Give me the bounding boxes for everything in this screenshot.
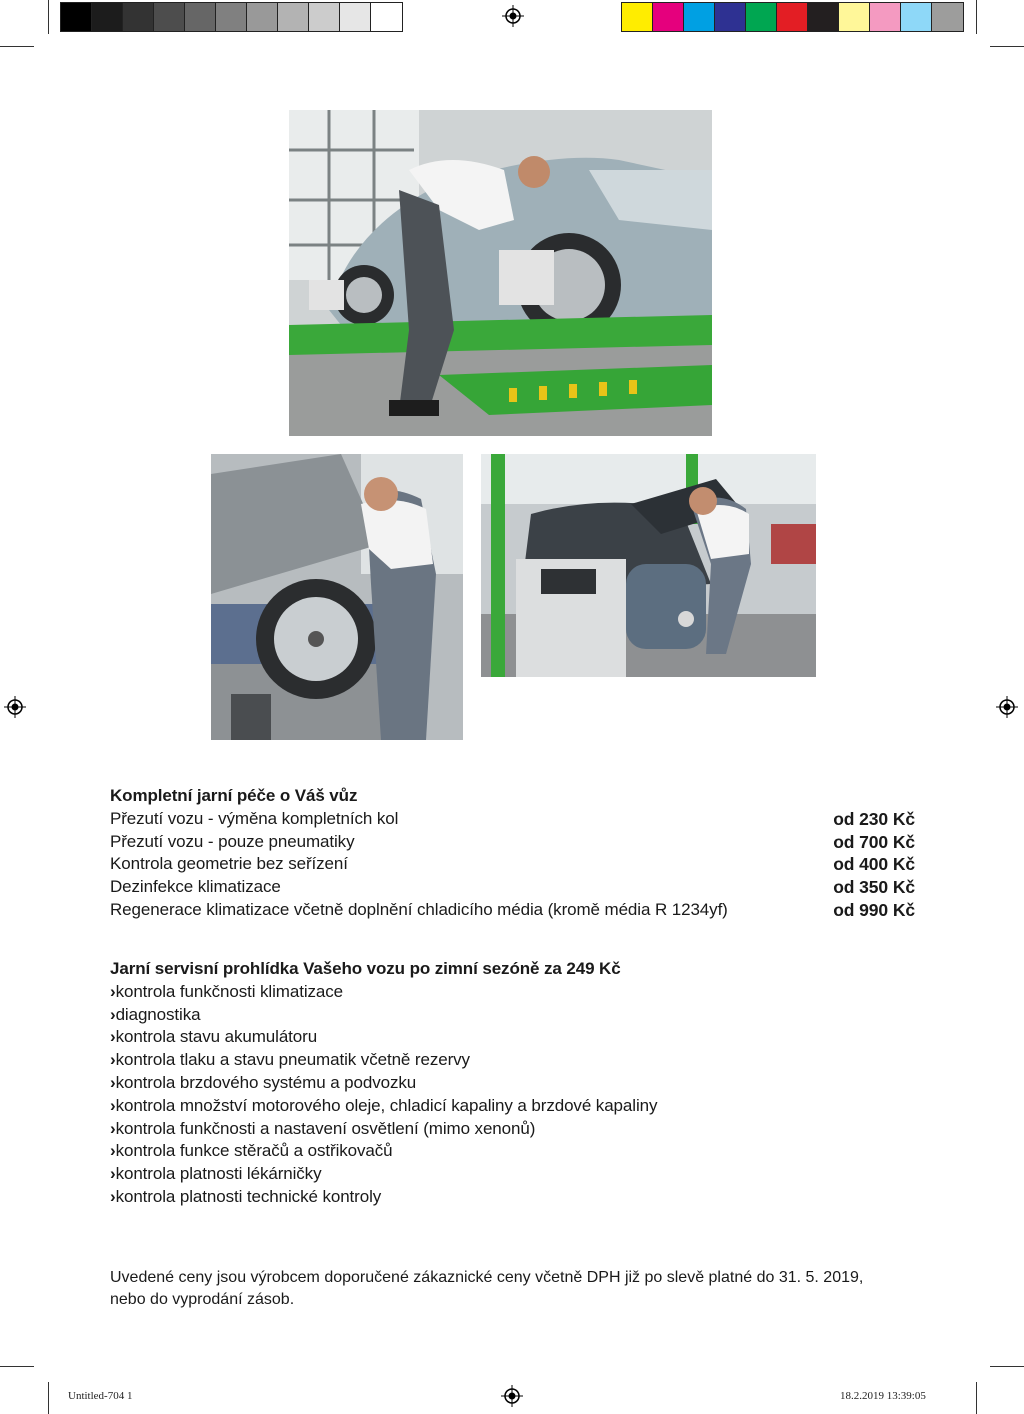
chevron-right-icon: › bbox=[110, 981, 116, 1001]
disclaimer-line: nebo do vyprodání zásob. bbox=[110, 1291, 295, 1308]
checklist-item bbox=[110, 981, 915, 1004]
color-swatch bbox=[870, 3, 901, 31]
color-swatch bbox=[309, 3, 340, 31]
color-swatch bbox=[901, 3, 932, 31]
disclaimer-line: Uvedené ceny jsou výrobcem doporučené zákaznické ceny včetně DPH již po slevě platné do 31. 5. 2019, bbox=[110, 1269, 864, 1286]
registration-mark-icon bbox=[501, 1385, 523, 1407]
color-swatch bbox=[216, 3, 247, 31]
tire-changer-photo bbox=[211, 454, 463, 740]
checklist-item bbox=[110, 1118, 915, 1141]
checklist-text: kontrola funkčnosti klimatizace bbox=[115, 981, 344, 1001]
grayscale-color-bar bbox=[60, 2, 403, 32]
color-swatch bbox=[622, 3, 653, 31]
checklist-text: kontrola brzdového systému a podvozku bbox=[115, 1072, 417, 1092]
checklist-item bbox=[110, 1072, 915, 1095]
service-price: od 230 Kč bbox=[833, 808, 915, 829]
crop-mark bbox=[0, 1366, 34, 1367]
color-swatch bbox=[185, 3, 216, 31]
color-swatch bbox=[839, 3, 870, 31]
service-label: Přezutí vozu - pouze pneumatiky bbox=[110, 831, 355, 851]
checklist-text: kontrola stavu akumulátoru bbox=[115, 1027, 318, 1047]
checklist-text: kontrola funkčnosti a nastavení osvětlení (mimo xenonů) bbox=[115, 1118, 536, 1138]
color-swatch bbox=[154, 3, 185, 31]
color-swatch bbox=[123, 3, 154, 31]
checklist-item bbox=[110, 1049, 915, 1072]
checklist-text: kontrola funkce stěračů a ostřikovačů bbox=[115, 1141, 393, 1161]
chevron-right-icon: › bbox=[110, 1141, 116, 1161]
checklist-item bbox=[110, 1026, 915, 1049]
color-swatch bbox=[746, 3, 777, 31]
crop-mark bbox=[0, 46, 34, 47]
color-swatch bbox=[808, 3, 839, 31]
file-slug: Untitled-704 1 bbox=[68, 1390, 133, 1402]
color-swatch bbox=[340, 3, 371, 31]
service-price: od 350 Kč bbox=[833, 877, 915, 898]
color-swatch bbox=[653, 3, 684, 31]
chevron-right-icon: › bbox=[110, 1050, 116, 1070]
crop-mark bbox=[976, 0, 977, 34]
price-row bbox=[110, 853, 915, 876]
crop-mark bbox=[48, 0, 49, 34]
color-swatch bbox=[247, 3, 278, 31]
ac-service-photo bbox=[481, 454, 816, 677]
price-list-heading: Kompletní jarní péče o Váš vůz bbox=[110, 786, 358, 805]
checklist-item bbox=[110, 1186, 915, 1209]
color-swatch bbox=[777, 3, 808, 31]
color-swatch bbox=[61, 3, 92, 31]
color-swatch bbox=[715, 3, 746, 31]
color-swatch bbox=[278, 3, 309, 31]
crop-mark bbox=[976, 1382, 977, 1414]
service-price: od 400 Kč bbox=[833, 854, 915, 875]
registration-mark-icon bbox=[4, 696, 26, 718]
chevron-right-icon: › bbox=[110, 1118, 116, 1138]
price-row bbox=[110, 808, 915, 831]
checklist-text: diagnostika bbox=[115, 1004, 201, 1024]
registration-mark-icon bbox=[502, 5, 524, 27]
checklist-item bbox=[110, 1095, 915, 1118]
checklist-item bbox=[110, 1163, 915, 1186]
registration-mark-icon bbox=[996, 696, 1018, 718]
chevron-right-icon: › bbox=[110, 1072, 116, 1092]
color-swatch bbox=[932, 3, 963, 31]
chevron-right-icon: › bbox=[110, 1186, 116, 1206]
checklist-text: kontrola platnosti lékárničky bbox=[115, 1164, 322, 1184]
services-price-list bbox=[110, 785, 915, 922]
color-swatch bbox=[684, 3, 715, 31]
service-label: Dezinfekce klimatizace bbox=[110, 877, 281, 897]
service-price: od 700 Kč bbox=[833, 831, 915, 852]
crop-mark bbox=[48, 1382, 49, 1414]
service-label: Regenerace klimatizace včetně doplnění chladicího média (kromě média R 1234yf) bbox=[110, 899, 728, 919]
checklist-text: kontrola množství motorového oleje, chladicí kapaliny a brzdové kapaliny bbox=[115, 1095, 658, 1115]
crop-mark bbox=[990, 1366, 1024, 1367]
chevron-right-icon: › bbox=[110, 1004, 116, 1024]
crop-mark bbox=[990, 46, 1024, 47]
price-row bbox=[110, 831, 915, 854]
chevron-right-icon: › bbox=[110, 1027, 116, 1047]
checklist-item bbox=[110, 1004, 915, 1027]
color-swatch bbox=[92, 3, 123, 31]
inspection-heading: Jarní servisní prohlídka Vašeho vozu po zimní sezóně za 249 Kč bbox=[110, 959, 621, 978]
chevron-right-icon: › bbox=[110, 1095, 116, 1115]
service-price: od 990 Kč bbox=[833, 899, 915, 920]
inspection-checklist bbox=[110, 958, 915, 1209]
chevron-right-icon: › bbox=[110, 1164, 116, 1184]
date-slug: 18.2.2019 13:39:05 bbox=[840, 1390, 926, 1402]
color-swatch bbox=[371, 3, 402, 31]
price-disclaimer bbox=[110, 1267, 910, 1311]
price-row bbox=[110, 899, 915, 922]
wheel-alignment-photo bbox=[289, 110, 712, 436]
checklist-item bbox=[110, 1140, 915, 1163]
checklist-text: kontrola tlaku a stavu pneumatik včetně rezervy bbox=[115, 1050, 470, 1070]
checklist-text: kontrola platnosti technické kontroly bbox=[115, 1186, 382, 1206]
process-color-bar bbox=[621, 2, 964, 32]
service-label: Přezutí vozu - výměna kompletních kol bbox=[110, 808, 399, 828]
price-row bbox=[110, 876, 915, 899]
service-label: Kontrola geometrie bez seřízení bbox=[110, 854, 348, 874]
